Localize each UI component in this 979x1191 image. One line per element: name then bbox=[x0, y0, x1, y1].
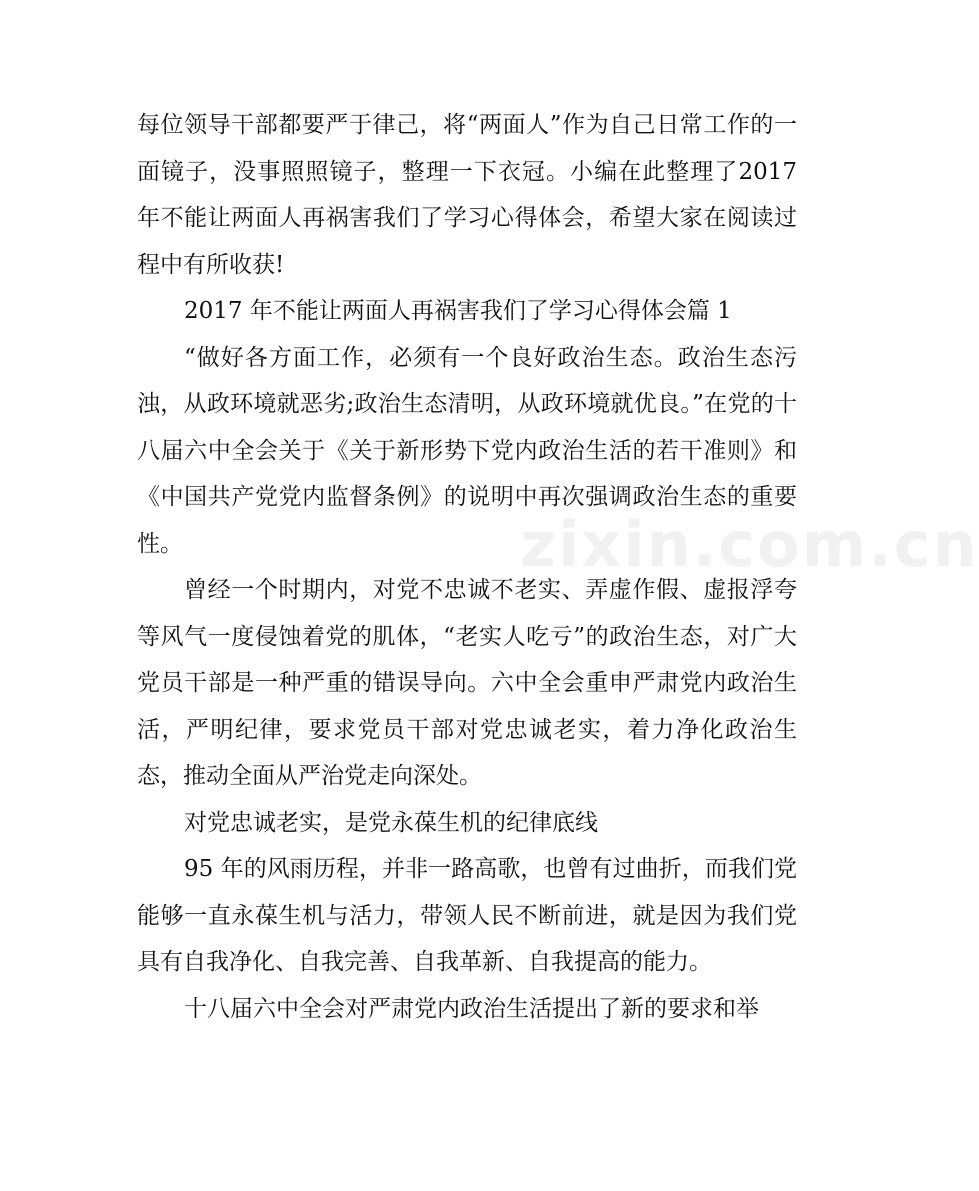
watermark: zixin.com.cn bbox=[520, 508, 979, 581]
section-heading: 2017 年不能让两面人再祸害我们了学习心得体会篇 1 bbox=[184, 298, 732, 324]
body-paragraph: 十八届六中全会对严肃党内政治生活提出了新的要求和举 bbox=[184, 995, 759, 1022]
body-paragraph: “做好各方面工作，必须有一个良好政治生态。政治生态污浊，从政环境就恶劣;政治生态清明，从政环境就优良。”在党的十八届六中全会关于《关于新形势下党内政治生活的若干准则》和《中国共产党党内监督条例》的说明中再次强调政治生态的重要性。 bbox=[137, 344, 797, 557]
body-paragraph: 95 年的风雨历程，并非一路高歌，也曾有过曲折，而我们党能够一直永葆生机与活力，带领人民不断前进，就是因为我们党具有自我净化、自我完善、自我革新、自我提高的能力。 bbox=[137, 856, 797, 975]
subheading: 对党忠诚老实，是党永葆生机的纪律底线 bbox=[184, 809, 598, 836]
document-body bbox=[137, 102, 797, 1032]
body-paragraph: 曾经一个时期内，对党不忠诚不老实、弄虚作假、虚报浮夸等风气一度侵蚀着党的肌体，“老实人吃亏”的政治生态，对广大党员干部是一种严重的错误导向。六中全会重申严肃党内政治生活，严明纪律，要求党员干部对党忠诚老实，着力净化政治生态，推动全面从严治党走向深处。 bbox=[137, 577, 797, 789]
intro-paragraph: 每位领导干部都要严于律己，将“两面人”作为自己日常工作的一面镜子，没事照照镜子，整理一下衣冠。小编在此整理了2017 年不能让两面人再祸害我们了学习心得体会，希望大家在阅读过程中有所收获! bbox=[137, 112, 797, 278]
